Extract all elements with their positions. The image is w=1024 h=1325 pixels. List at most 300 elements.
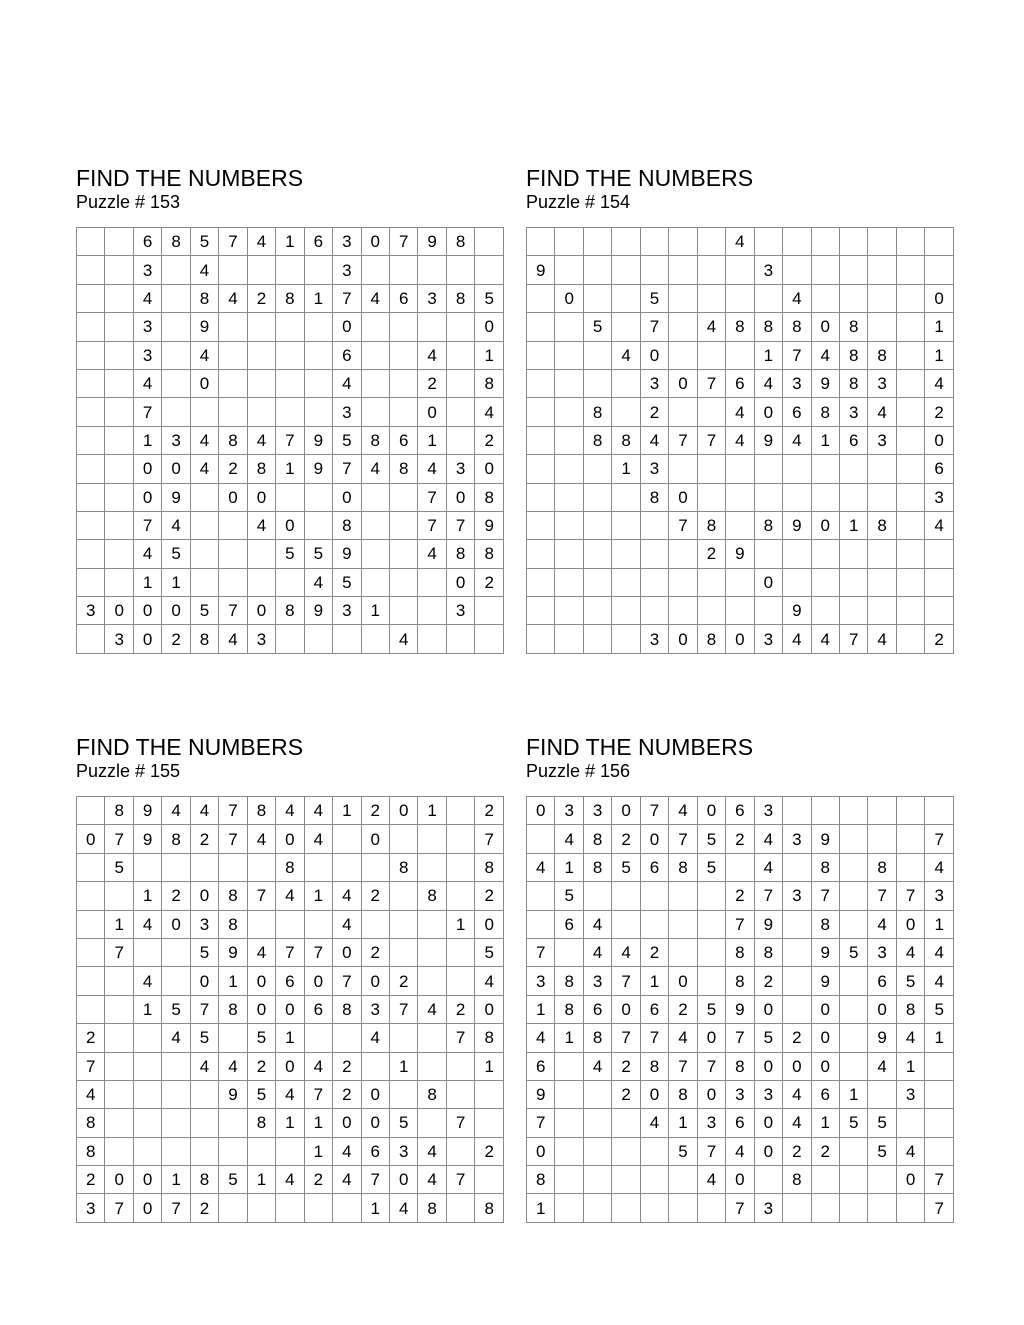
grid-cell <box>896 511 924 539</box>
grid-cell: 3 <box>583 797 611 825</box>
grid-cell <box>640 1166 668 1194</box>
grid-cell <box>783 1194 811 1222</box>
grid-cell: 4 <box>333 1166 361 1194</box>
grid-cell <box>418 938 446 966</box>
grid-cell: 1 <box>133 995 161 1023</box>
grid-cell: 8 <box>418 1194 446 1222</box>
grid-cell <box>361 398 389 426</box>
grid-cell: 5 <box>612 853 640 881</box>
grid-cell: 3 <box>133 341 161 369</box>
grid-cell: 7 <box>475 825 504 853</box>
grid-cell: 7 <box>896 882 924 910</box>
grid-cell <box>77 910 105 938</box>
grid-cell <box>726 568 754 596</box>
grid-cell: 8 <box>446 540 474 568</box>
grid-cell <box>612 228 640 256</box>
grid-cell: 4 <box>669 797 697 825</box>
grid-cell <box>697 256 725 284</box>
grid-cell <box>896 625 924 653</box>
grid-cell: 8 <box>247 797 275 825</box>
grid-cell: 1 <box>811 1109 839 1137</box>
grid-cell <box>726 455 754 483</box>
grid-cell <box>190 853 218 881</box>
grid-cell <box>105 511 133 539</box>
grid-cell <box>77 426 105 454</box>
grid-cell: 1 <box>418 797 446 825</box>
grid-cell: 2 <box>361 882 389 910</box>
grid-cell: 8 <box>555 967 583 995</box>
grid-cell: 5 <box>839 938 867 966</box>
grid-cell <box>839 1194 867 1222</box>
grid-cell <box>669 455 697 483</box>
grid-cell: 6 <box>304 995 332 1023</box>
grid-cell: 0 <box>896 1166 924 1194</box>
grid-cell <box>133 853 161 881</box>
grid-cell <box>527 825 555 853</box>
grid-cell <box>868 228 896 256</box>
grid-cell: 6 <box>304 228 332 256</box>
grid-cell <box>475 1166 504 1194</box>
grid-cell: 9 <box>219 1080 247 1108</box>
grid-cell <box>555 1194 583 1222</box>
grid-cell: 3 <box>527 967 555 995</box>
grid-cell: 3 <box>333 256 361 284</box>
grid-cell: 4 <box>925 938 954 966</box>
grid-cell: 5 <box>583 313 611 341</box>
grid-cell <box>555 1052 583 1080</box>
grid-cell: 1 <box>276 455 304 483</box>
grid-cell: 4 <box>361 1024 389 1052</box>
grid-cell: 4 <box>783 625 811 653</box>
grid-cell: 4 <box>219 284 247 312</box>
grid-cell: 0 <box>133 1166 161 1194</box>
grid-cell: 0 <box>669 369 697 397</box>
grid-cell <box>612 568 640 596</box>
grid-cell <box>105 284 133 312</box>
grid-cell: 7 <box>133 511 161 539</box>
grid-cell: 4 <box>754 825 782 853</box>
grid-cell: 8 <box>640 483 668 511</box>
grid-cell: 4 <box>583 1052 611 1080</box>
grid-cell: 5 <box>190 938 218 966</box>
grid-cell: 8 <box>162 228 190 256</box>
grid-cell: 4 <box>925 853 954 881</box>
grid-cell: 4 <box>247 228 275 256</box>
grid-row <box>77 910 504 938</box>
grid-cell: 4 <box>219 1052 247 1080</box>
grid-row <box>77 1109 504 1137</box>
grid-cell <box>868 797 896 825</box>
grid-cell <box>247 256 275 284</box>
grid-cell <box>219 256 247 284</box>
grid-cell: 8 <box>839 313 867 341</box>
number-grid <box>76 796 504 1223</box>
grid-cell <box>527 369 555 397</box>
grid-cell: 2 <box>475 797 504 825</box>
grid-cell <box>868 1166 896 1194</box>
number-grid <box>76 227 504 654</box>
grid-cell: 1 <box>247 1166 275 1194</box>
grid-cell <box>583 341 611 369</box>
grid-cell <box>612 1194 640 1222</box>
grid-cell: 1 <box>133 568 161 596</box>
grid-cell: 8 <box>754 313 782 341</box>
grid-cell <box>612 313 640 341</box>
grid-cell <box>612 483 640 511</box>
grid-cell <box>868 540 896 568</box>
grid-cell <box>304 483 332 511</box>
grid-cell: 2 <box>361 938 389 966</box>
grid-cell <box>669 313 697 341</box>
grid-cell <box>361 853 389 881</box>
grid-cell <box>896 825 924 853</box>
grid-cell <box>389 825 417 853</box>
grid-cell <box>475 256 504 284</box>
grid-cell: 8 <box>190 625 218 653</box>
grid-cell: 0 <box>640 1080 668 1108</box>
grid-cell <box>697 228 725 256</box>
grid-cell: 2 <box>669 995 697 1023</box>
grid-cell <box>105 455 133 483</box>
grid-cell: 0 <box>754 995 782 1023</box>
grid-cell: 4 <box>276 1080 304 1108</box>
grid-row <box>77 540 504 568</box>
grid-cell <box>669 938 697 966</box>
grid-cell: 8 <box>219 910 247 938</box>
grid-row <box>527 398 954 426</box>
grid-cell <box>839 540 867 568</box>
grid-cell <box>612 1137 640 1165</box>
grid-cell <box>190 511 218 539</box>
grid-cell: 0 <box>783 1052 811 1080</box>
grid-cell <box>162 369 190 397</box>
grid-cell <box>190 1137 218 1165</box>
grid-cell <box>527 597 555 625</box>
grid-cell <box>811 1166 839 1194</box>
grid-cell <box>247 341 275 369</box>
grid-cell: 2 <box>612 1080 640 1108</box>
grid-cell: 7 <box>925 1194 954 1222</box>
grid-cell: 7 <box>446 1166 474 1194</box>
grid-cell: 4 <box>726 228 754 256</box>
grid-cell: 0 <box>333 938 361 966</box>
grid-cell <box>276 625 304 653</box>
grid-cell <box>726 341 754 369</box>
grid-row <box>77 797 504 825</box>
grid-cell: 7 <box>754 882 782 910</box>
grid-cell <box>77 398 105 426</box>
grid-cell: 0 <box>754 1137 782 1165</box>
grid-cell <box>361 511 389 539</box>
grid-row <box>527 967 954 995</box>
grid-cell <box>446 882 474 910</box>
grid-cell <box>527 426 555 454</box>
grid-cell <box>925 1052 954 1080</box>
grid-cell <box>783 938 811 966</box>
grid-cell <box>219 540 247 568</box>
grid-cell <box>333 825 361 853</box>
grid-cell <box>276 1194 304 1222</box>
grid-cell: 2 <box>925 398 954 426</box>
grid-cell <box>583 540 611 568</box>
grid-cell: 1 <box>475 341 504 369</box>
grid-cell <box>446 398 474 426</box>
grid-cell: 4 <box>247 938 275 966</box>
grid-cell: 7 <box>105 825 133 853</box>
grid-cell: 4 <box>361 455 389 483</box>
grid-cell <box>304 853 332 881</box>
grid-cell <box>868 568 896 596</box>
grid-cell <box>811 568 839 596</box>
grid-cell: 8 <box>77 1109 105 1137</box>
grid-cell: 5 <box>669 1137 697 1165</box>
grid-cell: 8 <box>333 995 361 1023</box>
grid-cell <box>389 1080 417 1108</box>
grid-cell: 0 <box>754 398 782 426</box>
grid-cell: 1 <box>925 313 954 341</box>
grid-cell: 0 <box>361 967 389 995</box>
grid-cell: 7 <box>77 1052 105 1080</box>
grid-cell <box>418 853 446 881</box>
grid-cell <box>162 1109 190 1137</box>
grid-cell: 6 <box>527 1052 555 1080</box>
grid-cell <box>839 825 867 853</box>
grid-cell: 4 <box>389 1194 417 1222</box>
grid-cell: 6 <box>133 228 161 256</box>
grid-cell: 0 <box>247 967 275 995</box>
grid-cell <box>726 853 754 881</box>
grid-cell <box>162 938 190 966</box>
grid-row <box>77 1194 504 1222</box>
grid-cell <box>105 483 133 511</box>
grid-cell <box>527 228 555 256</box>
grid-row <box>527 1166 954 1194</box>
grid-cell: 9 <box>162 483 190 511</box>
grid-cell <box>839 597 867 625</box>
grid-cell: 8 <box>583 1024 611 1052</box>
grid-cell <box>783 256 811 284</box>
grid-cell <box>276 910 304 938</box>
grid-cell <box>640 882 668 910</box>
grid-row <box>77 967 504 995</box>
grid-cell <box>925 1137 954 1165</box>
grid-cell: 4 <box>811 341 839 369</box>
grid-cell <box>555 483 583 511</box>
puzzle-number: Puzzle # 153 <box>76 192 181 212</box>
grid-cell <box>583 568 611 596</box>
grid-cell: 5 <box>868 1109 896 1137</box>
grid-cell: 1 <box>276 228 304 256</box>
grid-cell: 3 <box>754 256 782 284</box>
grid-cell: 0 <box>811 995 839 1023</box>
grid-cell <box>389 882 417 910</box>
grid-cell: 2 <box>475 426 504 454</box>
grid-cell: 2 <box>697 540 725 568</box>
grid-cell: 1 <box>925 1024 954 1052</box>
grid-cell: 8 <box>754 511 782 539</box>
grid-cell <box>276 256 304 284</box>
grid-cell <box>304 1024 332 1052</box>
grid-cell: 8 <box>475 483 504 511</box>
grid-cell <box>475 1080 504 1108</box>
grid-cell: 9 <box>868 1024 896 1052</box>
grid-cell <box>783 995 811 1023</box>
grid-cell <box>389 398 417 426</box>
grid-cell <box>669 568 697 596</box>
grid-cell: 8 <box>896 995 924 1023</box>
grid-cell: 4 <box>162 797 190 825</box>
grid-cell: 3 <box>783 369 811 397</box>
grid-cell: 3 <box>640 625 668 653</box>
grid-cell: 9 <box>811 369 839 397</box>
grid-row <box>77 228 504 256</box>
grid-cell: 7 <box>925 825 954 853</box>
grid-cell <box>247 369 275 397</box>
grid-cell <box>389 568 417 596</box>
grid-cell <box>583 882 611 910</box>
grid-cell: 8 <box>811 398 839 426</box>
grid-cell: 5 <box>555 882 583 910</box>
grid-cell <box>896 455 924 483</box>
grid-cell: 5 <box>162 995 190 1023</box>
grid-cell: 0 <box>697 1080 725 1108</box>
grid-cell: 5 <box>304 540 332 568</box>
grid-cell <box>446 797 474 825</box>
grid-cell <box>247 1137 275 1165</box>
grid-cell <box>276 483 304 511</box>
grid-cell <box>555 1137 583 1165</box>
grid-cell <box>361 313 389 341</box>
grid-cell: 4 <box>697 1166 725 1194</box>
grid-cell: 3 <box>868 369 896 397</box>
grid-cell <box>446 1194 474 1222</box>
grid-cell: 4 <box>418 1137 446 1165</box>
grid-cell: 8 <box>583 853 611 881</box>
grid-cell: 1 <box>133 882 161 910</box>
grid-cell: 7 <box>219 825 247 853</box>
grid-cell <box>612 625 640 653</box>
grid-cell: 8 <box>446 228 474 256</box>
grid-cell: 4 <box>162 511 190 539</box>
grid-cell: 1 <box>276 1109 304 1137</box>
puzzle-number: Puzzle # 154 <box>526 192 631 212</box>
grid-cell: 0 <box>162 597 190 625</box>
grid-cell <box>783 797 811 825</box>
grid-cell <box>418 825 446 853</box>
grid-cell: 2 <box>361 797 389 825</box>
grid-cell: 1 <box>896 1052 924 1080</box>
grid-cell: 6 <box>925 455 954 483</box>
grid-cell <box>754 228 782 256</box>
grid-cell: 4 <box>868 1052 896 1080</box>
grid-cell <box>697 568 725 596</box>
puzzle-title: FIND THE NUMBERS <box>526 734 754 760</box>
grid-cell: 4 <box>190 1052 218 1080</box>
grid-cell: 4 <box>304 797 332 825</box>
grid-cell: 7 <box>669 825 697 853</box>
grid-cell: 8 <box>247 455 275 483</box>
grid-cell: 4 <box>190 426 218 454</box>
grid-cell <box>868 313 896 341</box>
grid-cell <box>389 597 417 625</box>
grid-cell <box>446 369 474 397</box>
grid-cell <box>219 1024 247 1052</box>
grid-cell: 8 <box>475 540 504 568</box>
grid-cell <box>219 511 247 539</box>
grid-cell <box>77 540 105 568</box>
grid-row <box>527 853 954 881</box>
grid-cell: 0 <box>389 797 417 825</box>
grid-cell: 9 <box>133 797 161 825</box>
grid-row <box>527 995 954 1023</box>
grid-cell <box>811 597 839 625</box>
grid-cell: 7 <box>247 882 275 910</box>
grid-cell <box>105 369 133 397</box>
grid-cell: 8 <box>389 853 417 881</box>
grid-cell: 3 <box>247 625 275 653</box>
grid-cell: 7 <box>612 967 640 995</box>
grid-cell <box>389 511 417 539</box>
grid-cell <box>583 483 611 511</box>
grid-cell: 7 <box>697 426 725 454</box>
grid-cell <box>133 938 161 966</box>
grid-cell <box>276 398 304 426</box>
grid-cell: 4 <box>162 1024 190 1052</box>
grid-cell <box>811 284 839 312</box>
grid-row <box>77 398 504 426</box>
grid-cell: 0 <box>247 483 275 511</box>
grid-cell <box>527 313 555 341</box>
grid-cell: 4 <box>640 1109 668 1137</box>
puzzle-155 <box>76 734 504 1223</box>
grid-cell: 8 <box>868 341 896 369</box>
grid-cell: 8 <box>475 369 504 397</box>
grid-cell: 4 <box>783 426 811 454</box>
grid-cell <box>583 256 611 284</box>
grid-cell <box>896 853 924 881</box>
grid-cell: 8 <box>276 853 304 881</box>
grid-cell <box>389 256 417 284</box>
grid-cell: 7 <box>446 1024 474 1052</box>
grid-cell <box>555 597 583 625</box>
grid-cell <box>896 341 924 369</box>
grid-cell <box>219 341 247 369</box>
grid-cell <box>555 1080 583 1108</box>
grid-cell: 2 <box>333 1052 361 1080</box>
grid-cell: 8 <box>446 284 474 312</box>
grid-cell <box>475 228 504 256</box>
grid-cell <box>77 568 105 596</box>
grid-cell <box>783 853 811 881</box>
grid-cell <box>446 1052 474 1080</box>
grid-cell: 7 <box>190 995 218 1023</box>
grid-cell <box>276 313 304 341</box>
grid-cell <box>446 1080 474 1108</box>
grid-cell: 9 <box>754 910 782 938</box>
grid-cell: 0 <box>697 1024 725 1052</box>
grid-cell <box>754 455 782 483</box>
grid-cell: 7 <box>669 426 697 454</box>
grid-cell <box>640 1194 668 1222</box>
grid-row <box>527 568 954 596</box>
puzzle-154 <box>526 165 954 654</box>
grid-cell <box>219 853 247 881</box>
grid-cell: 0 <box>754 1109 782 1137</box>
grid-row <box>527 313 954 341</box>
grid-row <box>77 1052 504 1080</box>
grid-cell <box>276 341 304 369</box>
grid-cell: 4 <box>190 341 218 369</box>
